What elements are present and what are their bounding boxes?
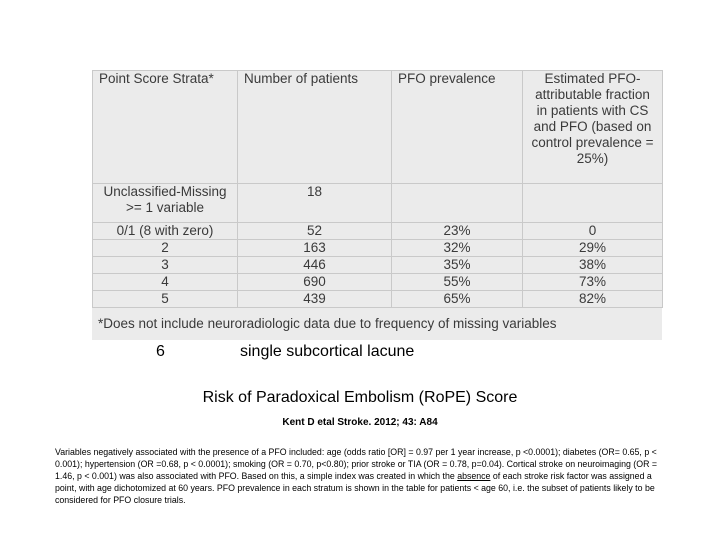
page-title: Risk of Paradoxical Embolism (RoPE) Score — [202, 389, 518, 406]
cell-prevalence: 35% — [392, 257, 523, 274]
cell-fraction: 0 — [523, 223, 663, 240]
cell-fraction — [523, 184, 663, 223]
strata-table-panel — [92, 70, 662, 340]
lacune-point-number: 6 — [156, 343, 165, 360]
cell-fraction: 82% — [523, 291, 663, 308]
table-row — [93, 184, 663, 223]
table-row — [93, 274, 663, 291]
table-footnote: *Does not include neuroradiologic data due to frequency of missing variables — [98, 316, 557, 331]
cell-patients: 18 — [238, 184, 392, 223]
cell-strata: Unclassified-Missing >= 1 variable — [93, 184, 238, 223]
table-row — [93, 257, 663, 274]
cell-patients: 439 — [238, 291, 392, 308]
col-header-prevalence: PFO prevalence — [392, 71, 523, 184]
cell-strata: 3 — [93, 257, 238, 274]
citation: Kent D etal Stroke. 2012; 43: A84 — [282, 417, 438, 428]
col-header-attributable-fraction: Estimated PFO-attributable fraction in patients with CS and PFO (based on control prevalence = 25%) — [523, 71, 663, 184]
description-underlined-word: absence — [457, 471, 491, 481]
cell-prevalence: 55% — [392, 274, 523, 291]
table-row — [93, 240, 663, 257]
col-header-patients: Number of patients — [238, 71, 392, 184]
cell-strata: 2 — [93, 240, 238, 257]
cell-strata: 5 — [93, 291, 238, 308]
cell-strata: 4 — [93, 274, 238, 291]
cell-patients: 163 — [238, 240, 392, 257]
table-header-row — [93, 71, 663, 184]
cell-patients: 690 — [238, 274, 392, 291]
cell-prevalence: 32% — [392, 240, 523, 257]
description-part-1: Variables negatively associated with the presence of a PFO included: age (odds ratio [OR] = 0.97 per 1 year increase, p <0.0001); diabetes (OR= 0.65, p < 0.001); hypertension (OR =0.68, p < 0.0001); smoking (OR = 0.70, p<0.80); prior stroke or TIA (OR = 0.78, p=0.04). Cortical stroke on neuroimaging (OR = 1.46, p < 0.001) was also associated with PFO. Based on this, a simple index was created in which the — [55, 447, 657, 481]
lacune-label: single subcortical lacune — [240, 343, 415, 360]
description-paragraph — [55, 446, 670, 506]
cell-prevalence: 65% — [392, 291, 523, 308]
cell-strata: 0/1 (8 with zero) — [93, 223, 238, 240]
cell-prevalence: 23% — [392, 223, 523, 240]
cell-fraction: 29% — [523, 240, 663, 257]
table-row — [93, 223, 663, 240]
col-header-strata: Point Score Strata* — [93, 71, 238, 184]
cell-prevalence — [392, 184, 523, 223]
point-score-table — [92, 70, 663, 308]
cell-patients: 446 — [238, 257, 392, 274]
cell-fraction: 38% — [523, 257, 663, 274]
table-row — [93, 291, 663, 308]
cell-fraction: 73% — [523, 274, 663, 291]
description-part-2: of each stroke risk factor was assigned a point, with age dichotomized at 60 years. PFO prevalence in each stratum is shown in the table for patients < age 60, i.e. the subset of patients likely to be considered for PFO closure trials. — [55, 471, 655, 505]
cell-patients: 52 — [238, 223, 392, 240]
